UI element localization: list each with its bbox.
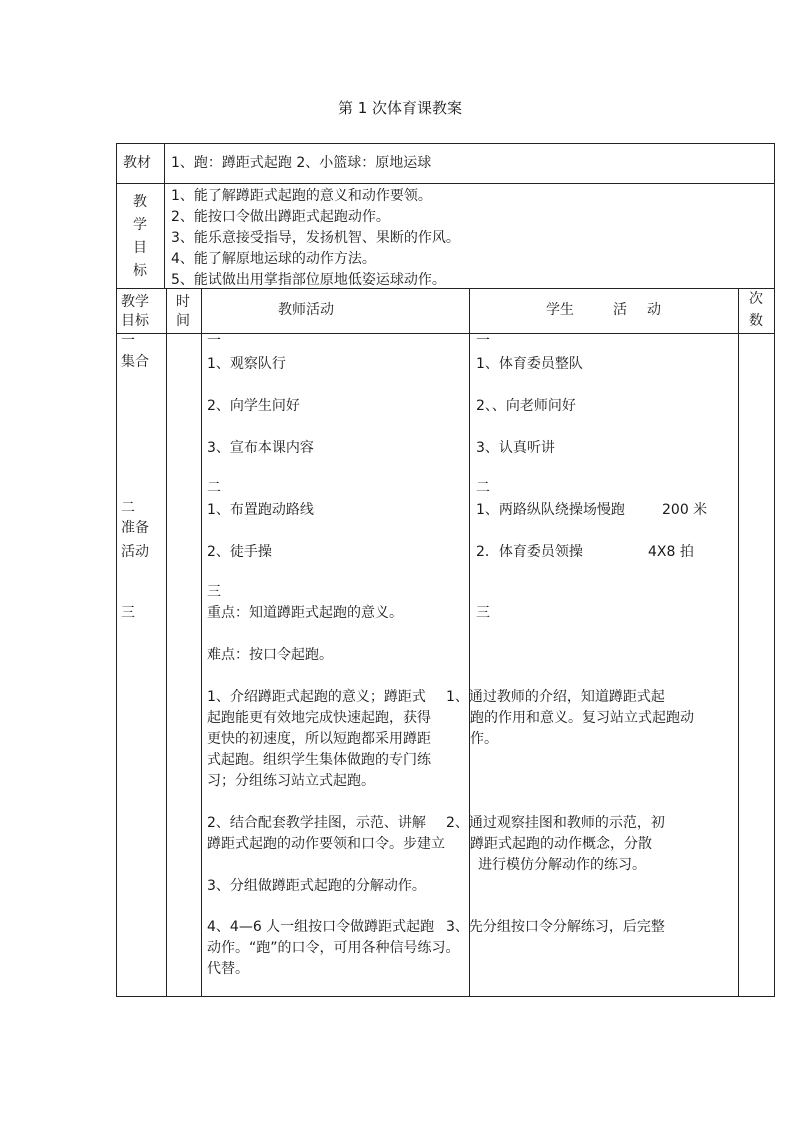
col-line-student (738, 288, 739, 996)
teacher-line: 2、结合配套教学挂图，示范、讲解 (207, 815, 426, 831)
teacher-line: 3、分组做蹲距式起跑的分解动作。 (207, 878, 426, 894)
teacher-section-number: 三 (207, 584, 221, 600)
student-line: 蹲距式起跑的动作概念，分散 (470, 836, 652, 852)
material-label: 教材 (123, 155, 151, 171)
teacher-line: 2、徒手操 (207, 544, 272, 560)
header-goal: 目标 (121, 313, 149, 329)
material-text: 1、跑：蹲距式起跑 2、小篮球：原地运球 (171, 155, 432, 171)
section-name: 准备 (121, 520, 149, 536)
row-line-objectives (116, 288, 774, 289)
col-line-label (164, 143, 165, 288)
student-line: 1、两路纵队绕操场慢跑 (476, 502, 625, 518)
student-line: 2．体育委员领操 (476, 544, 583, 560)
header-count: 数 (749, 313, 763, 329)
teacher-line: 更快的初速度，所以短跑都采用蹲距 (207, 731, 431, 747)
teacher-line: 动作。“跑”的口令，可用各种信号练习。 (207, 940, 460, 956)
student-line: 1、体育委员整队 (476, 356, 583, 372)
teacher-line: 1、介绍蹲距式起跑的意义；蹲距式 (207, 689, 426, 705)
objectives-label-char: 教 (133, 194, 147, 210)
teacher-line: 4、4—6 人一组按口令做蹲距式起跑 (207, 919, 435, 935)
teacher-line: 1、观察队行 (207, 356, 286, 372)
objectives-label-char: 学 (133, 217, 147, 233)
section-number: 三 (121, 605, 135, 621)
col-line-teacher (469, 288, 470, 996)
section-number: 二 (121, 500, 135, 516)
student-section-number: 三 (476, 605, 490, 621)
page-title: 第 1 次体育课教案 (337, 99, 463, 117)
teacher-difficulty: 难点：按口令起跑。 (207, 647, 333, 663)
header-teacher-activity: 教师活动 (278, 302, 334, 318)
student-line: 习；分组练习站立式起跑。 (207, 773, 375, 789)
student-value: 200 米 (662, 502, 708, 518)
section-name: 集合 (121, 354, 149, 370)
teacher-line: 代替。 (207, 961, 249, 977)
teacher-section-number: 一 (207, 333, 221, 349)
student-line: 3、认真听讲 (476, 440, 555, 456)
teacher-key-point: 重点：知道蹲距式起跑的意义。 (207, 605, 403, 621)
student-line: 2、、向老师问好 (476, 398, 576, 414)
row-line-bottom (116, 996, 774, 997)
teacher-section-number: 二 (207, 480, 221, 496)
header-goal: 教学 (121, 294, 149, 310)
student-value: 4X8 拍 (648, 544, 694, 560)
objective-item: 4、能了解原地运球的动作方法。 (171, 251, 376, 267)
student-line: 进行模仿分解动作的练习。 (478, 857, 646, 873)
student-line: 作。 (470, 731, 498, 747)
objective-item: 2、能按口令做出蹲距式起跑动作。 (171, 209, 390, 225)
student-line: 1、通过教师的介绍，知道蹲距式起 (446, 689, 665, 705)
teacher-line: 3、宣布本课内容 (207, 440, 314, 456)
objectives-label-char: 标 (133, 263, 147, 279)
col-line-time (201, 288, 202, 996)
row-line-top (116, 143, 774, 144)
student-line: 3、先分组按口令分解练习，后完整 (446, 919, 665, 935)
objectives-label-char: 目 (133, 240, 147, 256)
student-section-number: 一 (476, 333, 490, 349)
student-section-number: 二 (476, 480, 490, 496)
header-time: 时 (176, 294, 190, 310)
header-student-activity: 动 (647, 302, 661, 318)
section-name: 活动 (121, 544, 149, 560)
header-student-activity: 学生 (546, 302, 574, 318)
header-count: 次 (749, 291, 763, 307)
row-line-material (116, 183, 774, 184)
header-time: 间 (176, 313, 190, 329)
col-line-right (774, 143, 775, 997)
objective-item: 3、能乐意接受指导，发扬机智、果断的作风。 (171, 230, 460, 246)
objective-item: 5、能试做出用掌指部位原地低姿运球动作。 (171, 272, 446, 288)
student-line: 2、通过观察挂图和教师的示范，初 (446, 815, 665, 831)
teacher-line: 1、布置跑动路线 (207, 502, 314, 518)
teacher-line: 2、向学生问好 (207, 398, 300, 414)
student-line: 式起跑。组织学生集体做跑的专门练 (207, 752, 431, 768)
header-student-activity: 活 (613, 302, 627, 318)
col-line-left (116, 143, 117, 997)
teacher-line: 蹲距式起跑的动作要领和口令。步建立 (207, 836, 445, 852)
teacher-line: 起跑能更有效地完成快速起跑，获得 (207, 710, 431, 726)
student-line: 跑的作用和意义。复习站立式起跑动 (470, 710, 694, 726)
objective-item: 1、能了解蹲距式起跑的意义和动作要领。 (171, 188, 432, 204)
col-line-goal (166, 288, 167, 996)
section-number: 一 (121, 333, 135, 349)
